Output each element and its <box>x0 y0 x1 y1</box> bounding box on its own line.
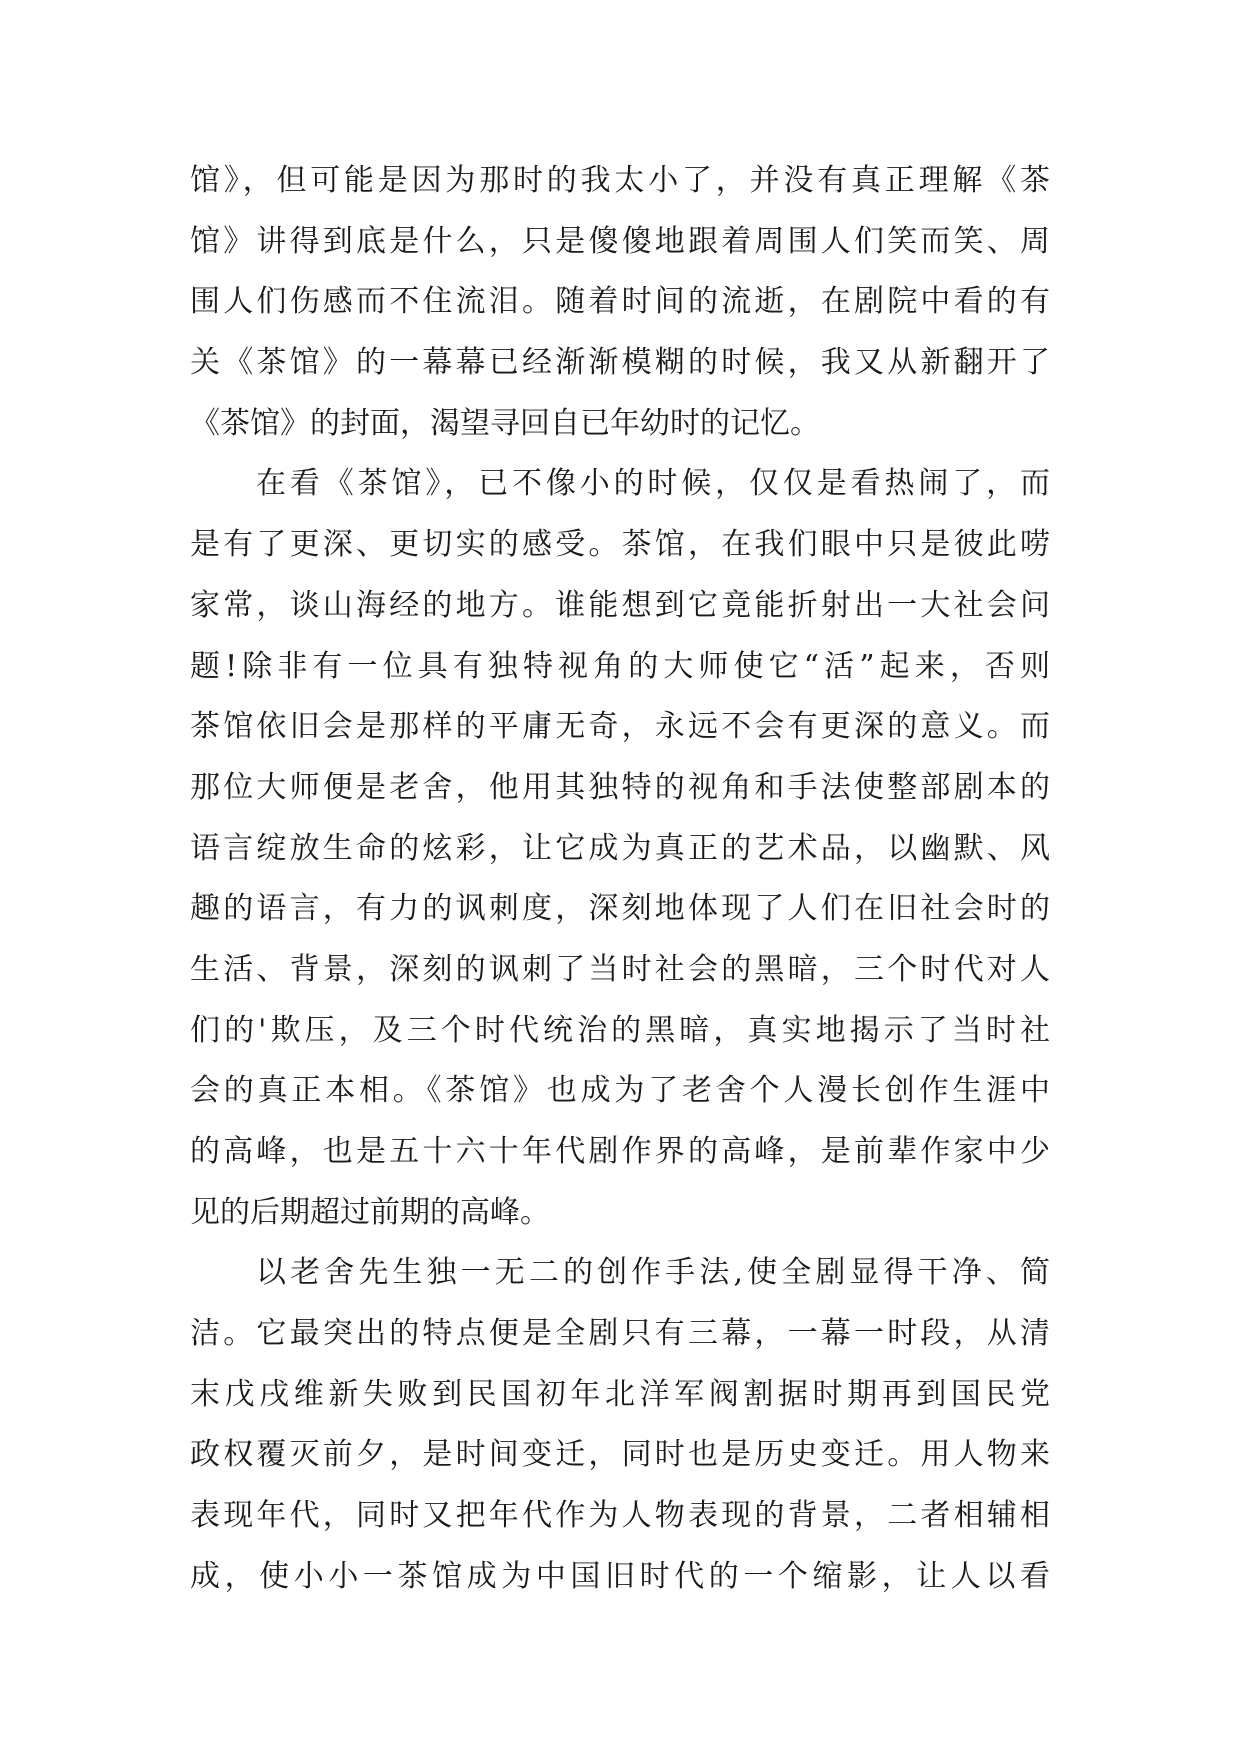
text-line: 以老舍先生独一无二的创作手法,使全剧显得干净、简 <box>256 1255 1050 1291</box>
text-line: 茶馆依旧会是那样的平庸无奇，永远不会有更深的意义。而 <box>190 709 1050 745</box>
text-line: 《茶馆》的封面，渴望寻回自已年幼时的记忆。 <box>190 405 820 441</box>
text-line: 洁。它最突出的特点便是全剧只有三幕，一幕一时段，从清 <box>190 1316 1050 1352</box>
text-line: 馆》讲得到底是什么，只是傻傻地跟着周围人们笑而笑、周 <box>190 223 1050 259</box>
text-line: 会的真正本相。《茶馆》也成为了老舍个人漫长创作生涯中 <box>190 1073 1050 1109</box>
body-text <box>190 151 1050 1608</box>
text-line: 成，使小小一茶馆成为中国旧时代的一个缩影，让人以看 <box>190 1558 1050 1594</box>
text-line: 是有了更深、更切实的感受。茶馆，在我们眼中只是彼此唠 <box>190 527 1050 563</box>
text-line: 语言绽放生命的炫彩，让它成为真正的艺术品，以幽默、风 <box>190 830 1050 866</box>
text-line: 那位大师便是老舍，他用其独特的视角和手法使整部剧本的 <box>190 769 1050 805</box>
text-line: 题!除非有一位具有独特视角的大师使它“活”起来，否则 <box>190 648 1050 684</box>
text-line: 围人们伤感而不住流泪。随着时间的流逝，在剧院中看的有 <box>190 284 1050 320</box>
text-line: 趣的语言，有力的讽刺度，深刻地体现了人们在旧社会时的 <box>190 891 1050 927</box>
text-line: 表现年代，同时又把年代作为人物表现的背景，二者相辅相 <box>190 1498 1050 1534</box>
text-line: 见的后期超过前期的高峰。 <box>190 1194 550 1230</box>
text-line: 关《茶馆》的一幕幕已经渐渐模糊的时候，我又从新翻开了 <box>190 345 1050 381</box>
text-line: 末戊戌维新失败到民国初年北洋军阀割据时期再到国民党 <box>190 1376 1050 1412</box>
text-line: 们的'欺压，及三个时代统治的黑暗，真实地揭示了当时社 <box>190 1012 1050 1048</box>
text-line: 馆》，但可能是因为那时的我太小了，并没有真正理解《茶 <box>190 163 1050 198</box>
text-line: 在看《茶馆》，已不像小的时候，仅仅是看热闹了，而 <box>256 466 1050 502</box>
text-line: 家常，谈山海经的地方。谁能想到它竟能折射出一大社会问 <box>190 587 1050 623</box>
text-line: 政权覆灭前夕，是时间变迁，同时也是历史变迁。用人物来 <box>190 1437 1050 1473</box>
text-line: 的高峰，也是五十六十年代剧作界的高峰，是前辈作家中少 <box>190 1134 1050 1169</box>
text-line: 生活、背景，深刻的讽刺了当时社会的黑暗，三个时代对人 <box>190 951 1050 987</box>
